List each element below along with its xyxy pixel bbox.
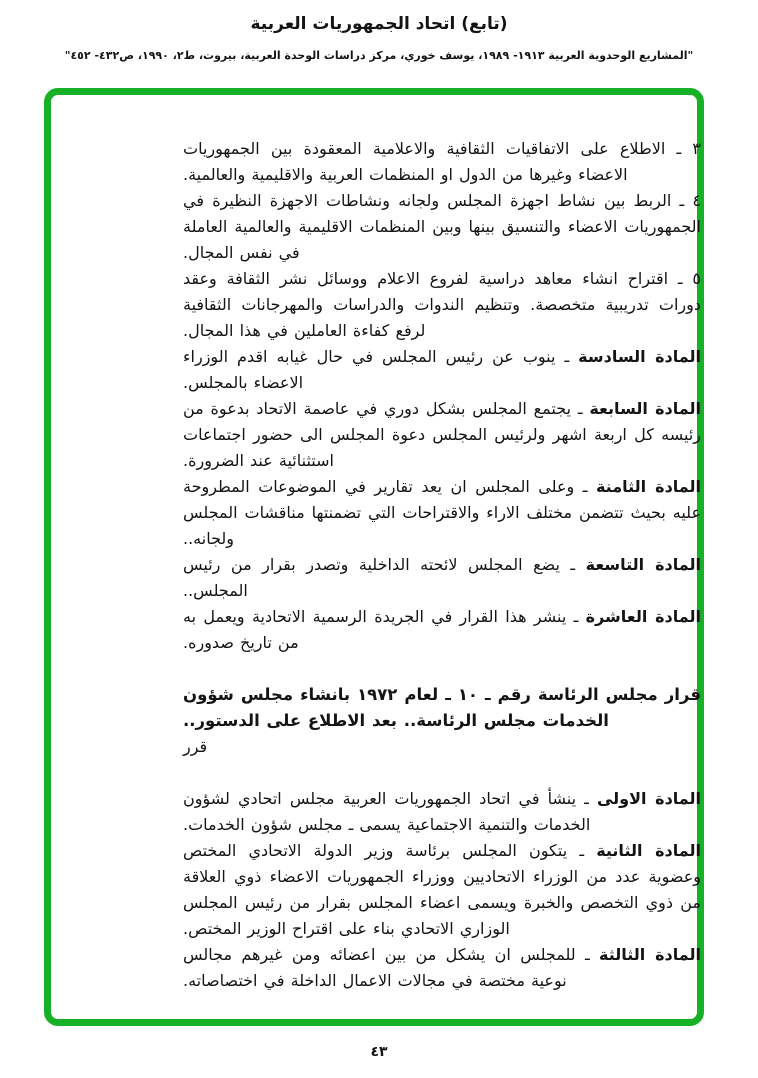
paragraph-item-5 (183, 266, 701, 344)
paragraph-text: ـ ينشأ في اتحاد الجمهوريات العربية مجلس اتحادي لشؤون الخدمات والتنمية الاجتماعية يسمى ـ مجلس شؤون الخدمات. (183, 789, 597, 834)
paragraph-text: ـ للمجلس ان يشكل من بين اعضائه ومن غيرهم مجالس نوعية مختصة في مجالات الاعمال الداخلة في اختصاصاته. (183, 945, 600, 990)
article-lead: المادة الثالثة (599, 945, 701, 964)
article-lead: المادة العاشرة (585, 607, 701, 626)
article-lead: المادة السادسة (578, 347, 701, 366)
decree-word: قرر (183, 737, 208, 756)
paragraph-article-3 (183, 942, 701, 994)
page-title: (تابع) اتحاد الجمهوريات العربية (250, 14, 508, 34)
paragraph-text: ـ ينوب عن رئيس المجلس في حال غيابه اقدم الوزراء الاعضاء بالمجلس. (183, 347, 579, 392)
paragraph-text: ـ يتكون المجلس برئاسة وزير الدولة الاتحادي المختص وعضوية عدد من الوزراء الاتحاديين ووزراء الجمهوريات الاعضاء ذوي العلاقة من ذوي التخصص والخبرة ويسمى اعضاء المجلس بقرار من رئيس المجلس الوزاري الاتحادي بناء على اقتراح الوزير المختص. (183, 841, 701, 938)
page-number: ٤٣ (370, 1044, 388, 1060)
paragraph-text: ٣ ـ الاطلاع على الاتفاقيات الثقافية والاعلامية المعقودة بين الجمهوريات الاعضاء وغيرها من الدول او المنظمات العربية والاقليمية والعالمية. (183, 139, 701, 184)
citation-line: "المشاريع الوحدوية العربية ١٩١٣- ١٩٨٩، يوسف خوري، مركز دراسات الوحدة العربية، بيروت، ط٢، ١٩٩٠، ص٤٣٢- ٤٥٢" (64, 49, 694, 62)
article-lead: المادة الثانية (596, 841, 701, 860)
paragraph-article-6 (183, 344, 701, 396)
article-lead: المادة التاسعة (585, 555, 701, 574)
paragraph-article-9 (183, 552, 701, 604)
article-lead: المادة الثامنة (595, 477, 702, 496)
paragraph-text: ـ يجتمع المجلس بشكل دوري في عاصمة الاتحاد بدعوة من رئيسه كل اربعة اشهر ولرئيس المجلس دعوة المجلس الى حضور اجتماعات استثنائية عند الضرورة. (183, 399, 701, 470)
paragraph-text: ـ يضع المجلس لائحته الداخلية وتصدر بقرار من رئيس المجلس.. (183, 555, 586, 600)
paragraph-article-10 (183, 604, 701, 656)
article-lead: المادة السابعة (589, 399, 701, 418)
paragraph-text: ٥ ـ اقتراح انشاء معاهد دراسية لفروع الاعلام ووسائل نشر الثقافة وعقد دورات تدريبية متخصصة. وتنظيم الندوات والدراسات والمهرجانات الثقافية لرفع كفاءة العاملين في هذا المجال. (183, 269, 701, 340)
decree-heading: قرار مجلس الرئاسة رقم ـ ١٠ ـ لعام ١٩٧٢ بانشاء مجلس شؤون الخدمات مجلس الرئاسة.. بعد الاطلاع على الدستور.. (183, 685, 701, 730)
paragraph-article-8 (183, 474, 701, 552)
paragraph-text: ـ وعلى المجلس ان يعد تقارير في الموضوعات المطروحة عليه بحيث تتضمن مختلف الاراء والاقتراحات التي تضمنتها مناقشات المجلس ولجانه.. (183, 477, 701, 548)
document-body (183, 136, 701, 994)
paragraph-article-7 (183, 396, 701, 474)
paragraph-article-2 (183, 838, 701, 942)
paragraph-article-1 (183, 786, 701, 838)
paragraph-item-4 (183, 188, 701, 266)
paragraph-item-3 (183, 136, 701, 188)
article-lead: المادة الاولى (596, 789, 702, 808)
paragraph-text: ٤ ـ الربط بين نشاط اجهزة المجلس ولجانه ونشاطات الاجهزة النظيرة في الجمهوريات الاعضاء والتنسيق بينها وبين المنظمات الاقليمية والعالمية العاملة في نفس المجال. (183, 191, 701, 262)
paragraph-text: ـ ينشر هذا القرار في الجريدة الرسمية الاتحادية ويعمل به من تاريخ صدوره. (183, 607, 586, 652)
